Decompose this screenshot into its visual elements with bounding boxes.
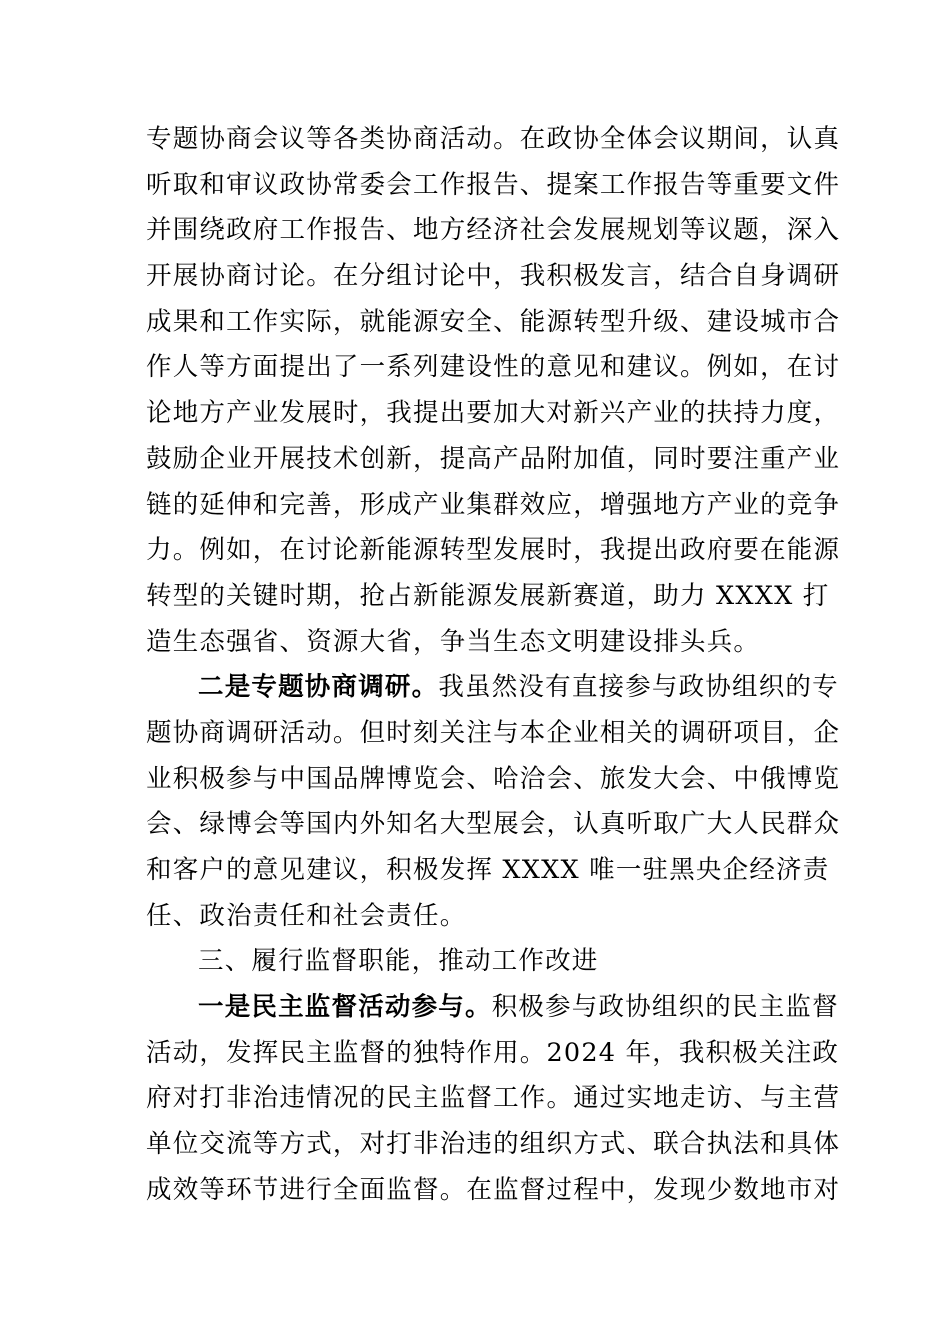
text-line: 作人等方面提出了一系列建设性的意见和建议。例如，在讨 <box>146 352 841 383</box>
text-line: 和客户的意见建议，积极发挥 XXXX 唯一驻黑央企经济责 <box>146 855 830 885</box>
text-line: 力。例如，在讨论新能源转型发展时，我提出政府要在能源 <box>146 535 841 566</box>
text-line: 鼓励企业开展技术创新，提高产品附加值，同时要注重产业 <box>146 443 841 474</box>
text-line: 活动，发挥民主监督的独特作用。2024 年，我积极关注政 <box>146 1037 840 1068</box>
text-line: 单位交流等方式，对打非治违的组织方式、联合执法和具体 <box>146 1129 841 1160</box>
paragraph-1 <box>146 117 841 665</box>
text-line: 链的延伸和完善，形成产业集群效应，增强地方产业的竞争 <box>146 489 841 520</box>
text-line: 成效等环节进行全面监督。在监督过程中，发现少数地市对 <box>146 1174 841 1205</box>
text-line: 业积极参与中国品牌博览会、哈洽会、旅发大会、中俄博览 <box>146 763 841 794</box>
paragraph-first-line <box>146 665 839 711</box>
section-heading: 三、履行监督职能，推动工作改进 <box>198 946 599 977</box>
paragraph-first-line <box>146 985 839 1031</box>
text-line: 任、政治责任和社会责任。 <box>146 900 467 931</box>
text-line: 造生态强省、资源大省，争当生态文明建设排头兵。 <box>146 626 761 657</box>
text-line: 题协商调研活动。但时刻关注与本企业相关的调研项目，企 <box>146 717 841 748</box>
text-line: 会、绿博会等国内外知名大型展会，认真听取广大人民群众 <box>146 809 841 840</box>
text-line: 府对打非治违情况的民主监督工作。通过实地走访、与主营 <box>146 1083 841 1114</box>
paragraph-lead-bold: 二是专题协商调研。 <box>198 672 439 703</box>
paragraph-lead-rest: 我虽然没有直接参与政协组织的专 <box>438 672 839 703</box>
paragraph-lead-rest: 积极参与政协组织的民主监督 <box>491 992 839 1023</box>
paragraph-3 <box>146 985 841 1213</box>
text-line: 成果和工作实际，就能源安全、能源转型升级、建设城市合 <box>146 306 841 337</box>
text-line: 论地方产业发展时，我提出要加大对新兴产业的扶持力度， <box>146 398 841 429</box>
document-body <box>146 117 841 1214</box>
text-line: 转型的关键时期，抢占新能源发展新赛道，助力 XXXX 打 <box>146 580 830 611</box>
text-line: 专题协商会议等各类协商活动。在政协全体会议期间，认真 <box>146 124 841 154</box>
text-line: 听取和审议政协常委会工作报告、提案工作报告等重要文件 <box>146 169 841 200</box>
paragraph-2 <box>146 665 841 939</box>
text-line: 开展协商讨论。在分组讨论中，我积极发言，结合自身调研 <box>146 261 841 292</box>
paragraph-lead-bold: 一是民主监督活动参与。 <box>198 992 492 1023</box>
text-line: 并围绕政府工作报告、地方经济社会发展规划等议题，深入 <box>146 215 841 246</box>
